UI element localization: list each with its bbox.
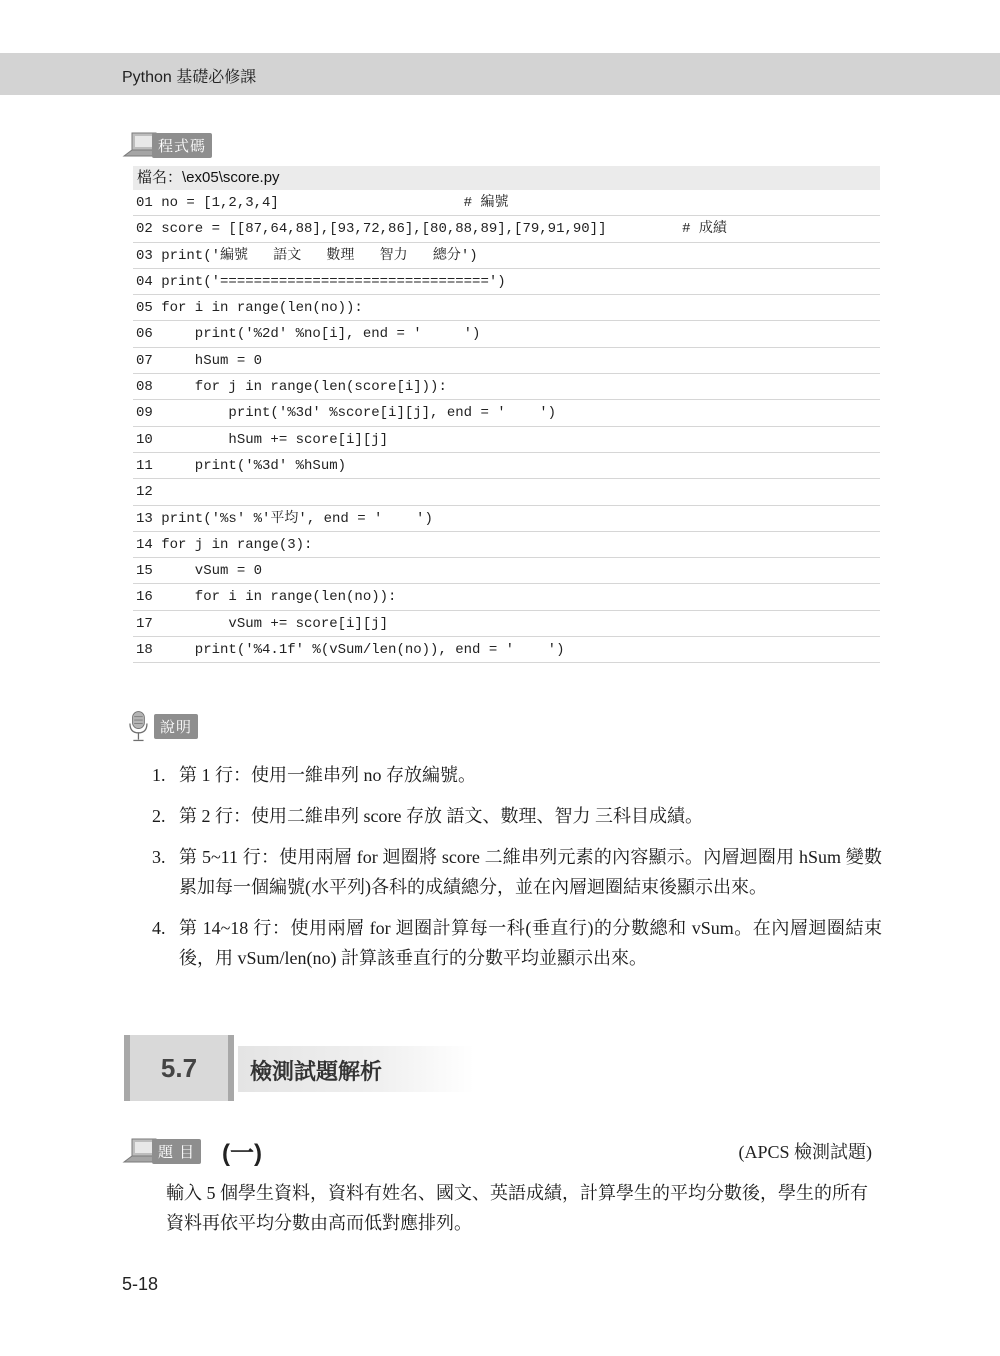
code-listing xyxy=(133,166,880,663)
list-item xyxy=(152,842,882,902)
code-line: 16 for i in range(len(no)): xyxy=(133,584,880,610)
list-item-text: 第 1 行：使用一維串列 no 存放編號。 xyxy=(179,765,476,785)
code-line: 01 no = [1,2,3,4] # 編號 xyxy=(133,190,880,216)
page-number: 5-18 xyxy=(122,1274,159,1294)
code-tag-label: 程式碼 xyxy=(152,133,212,158)
list-item-text: 第 5~11 行：使用兩層 for 迴圈將 score 二維串列元素的內容顯示。內層迴圈用 hSum 變數累加每一個編號(水平列)各科的成績總分，並在內層迴圈結束後顯示出來。 xyxy=(179,847,882,897)
code-tag xyxy=(122,130,212,160)
problem-text: 輸入 5 個學生資料，資料有姓名、國文、英語成績，計算學生的平均分數後，學生的所有資料再依平均分數由高而低對應排列。 xyxy=(166,1183,868,1233)
list-item xyxy=(152,801,882,831)
code-line: 13 print('%s' %'平均', end = ' ') xyxy=(133,506,880,532)
code-line: 02 score = [[87,64,88],[93,72,86],[80,88,89],[79,91,90]] # 成績 xyxy=(133,216,880,242)
code-line: 03 print('編號 語文 數理 智力 總分') xyxy=(133,243,880,269)
microphone-icon xyxy=(124,706,158,746)
list-item-number: 1. xyxy=(152,765,166,785)
code-line: 06 print('%2d' %no[i], end = ' ') xyxy=(133,321,880,347)
code-line: 14 for j in range(3): xyxy=(133,532,880,558)
explain-tag xyxy=(124,706,198,746)
code-line: 08 for j in range(len(score[i])): xyxy=(133,374,880,400)
list-item-number: 4. xyxy=(152,918,166,938)
list-item-number: 3. xyxy=(152,847,166,867)
code-line: 10 hSum += score[i][j] xyxy=(133,427,880,453)
problem-tag xyxy=(122,1136,201,1166)
code-line: 11 print('%3d' %hSum) xyxy=(133,453,880,479)
explain-tag-label: 說明 xyxy=(154,714,198,739)
problem-tag-label: 題 目 xyxy=(152,1139,201,1164)
list-item-number: 2. xyxy=(152,806,166,826)
list-item xyxy=(152,760,882,790)
book-title: Python 基礎必修課 xyxy=(122,69,257,86)
list-item-text: 第 14~18 行：使用兩層 for 迴圈計算每一科(垂直行)的分數總和 vSum。在內層迴圈結束後，用 vSum/len(no) 計算該垂直行的分數平均並顯示出來。 xyxy=(179,918,882,968)
problem-source: (APCS 檢測試題) xyxy=(738,1142,872,1162)
code-line: 12 xyxy=(133,479,880,505)
list-item-text: 第 2 行：使用二維串列 score 存放 語文、數理、智力 三科目成績。 xyxy=(179,806,703,826)
code-line: 15 vSum = 0 xyxy=(133,558,880,584)
code-line: 09 print('%3d' %score[i][j], end = ' ') xyxy=(133,400,880,426)
code-line: 04 print('================================') xyxy=(133,269,880,295)
explanation-list xyxy=(152,760,882,984)
code-file-name: 檔名：\ex05\score.py xyxy=(133,166,880,190)
section-title: 檢測試題解析 xyxy=(250,1059,383,1084)
list-item xyxy=(152,913,882,973)
code-line: 07 hSum = 0 xyxy=(133,348,880,374)
code-line: 05 for i in range(len(no)): xyxy=(133,295,880,321)
problem-number: (一) xyxy=(222,1140,262,1167)
section-number: 5.7 xyxy=(124,1035,234,1101)
code-line: 18 print('%4.1f' %(vSum/len(no)), end = ' ') xyxy=(133,637,880,663)
code-line: 17 vSum += score[i][j] xyxy=(133,611,880,637)
